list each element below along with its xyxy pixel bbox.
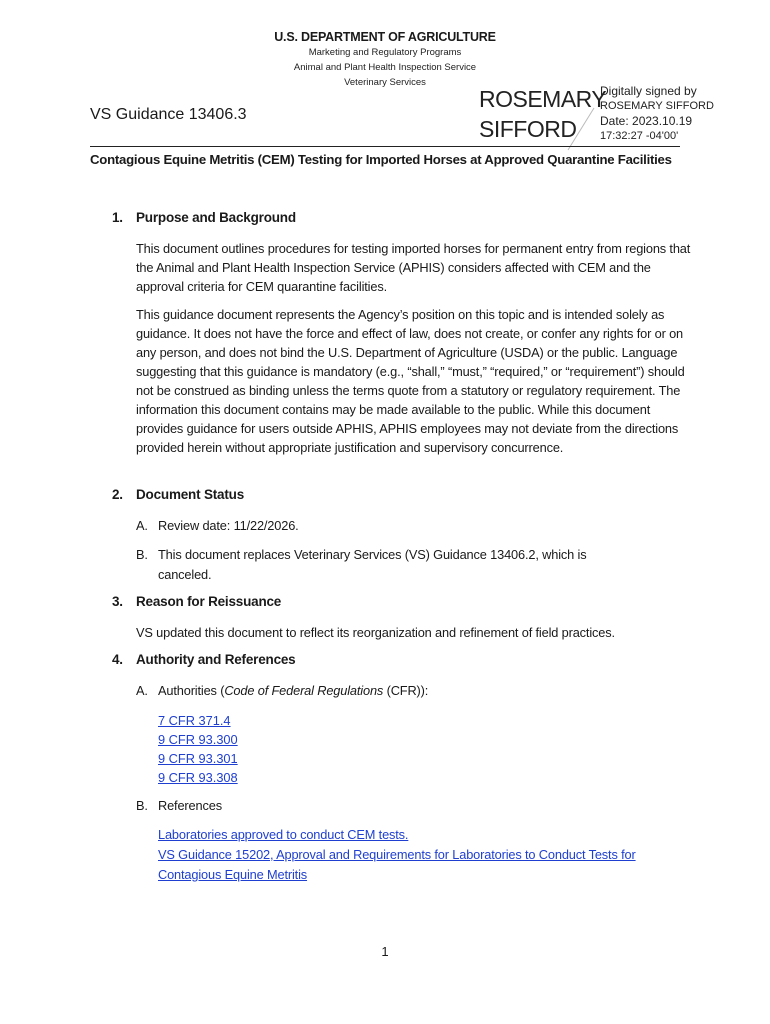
item-label: A. bbox=[136, 683, 148, 698]
section-title: Purpose and Background bbox=[136, 210, 296, 225]
section-3-heading bbox=[112, 594, 281, 609]
signed-by-label: Digitally signed by bbox=[600, 84, 697, 98]
reissuance-paragraph: VS updated this document to reflect its reorganization and refinement of field practices. bbox=[136, 625, 615, 640]
status-item-b bbox=[136, 545, 616, 585]
signature-time: 17:32:27 -04'00' bbox=[600, 130, 679, 142]
signature-details bbox=[600, 84, 714, 144]
section-4-heading bbox=[112, 652, 296, 667]
header-subline-2: Animal and Plant Health Inspection Service bbox=[293, 62, 477, 73]
section-number: 3. bbox=[112, 594, 123, 609]
section-number: 4. bbox=[112, 652, 123, 667]
signature-date: Date: 2023.10.19 bbox=[600, 114, 693, 128]
guidance-id: VS Guidance 13406.3 bbox=[90, 106, 247, 123]
cfr-link-93-308[interactable]: 9 CFR 93.308 bbox=[158, 770, 238, 785]
item-text: This document replaces Veterinary Services (VS) Guidance 13406.2, which is canceled. bbox=[158, 547, 587, 582]
header-subline-3: Veterinary Services bbox=[344, 77, 426, 88]
signature-name-line-2: SIFFORD bbox=[479, 116, 577, 142]
item-text: Review date: 11/22/2026. bbox=[158, 518, 299, 533]
authorities-item bbox=[136, 681, 691, 701]
item-text: References bbox=[158, 798, 222, 813]
signer-name: ROSEMARY SIFFORD bbox=[600, 100, 714, 112]
cfr-link-list bbox=[158, 711, 238, 787]
reference-link-list bbox=[158, 825, 698, 885]
header-subline-1: Marketing and Regulatory Programs bbox=[308, 47, 462, 58]
cfr-link-93-300[interactable]: 9 CFR 93.300 bbox=[158, 732, 238, 747]
document-title: Contagious Equine Metritis (CEM) Testing for Imported Horses at Approved Quarantine Facilities bbox=[90, 152, 672, 167]
references-item bbox=[136, 796, 691, 816]
section-title: Authority and References bbox=[136, 652, 296, 667]
disclaimer-paragraph: This guidance document represents the Agency’s position on this topic and is intended solely as guidance. It does not have the force and effect of law, does not create, or confer any rights for or on any person, and does not bind the U.S. Department of Agriculture (USDA) or the public. Language suggesting that this guidance is mandatory (e.g., “shall,” “must,” “required,” or “requirement”) should not be construed as binding unless the terms quote from a statutory or regulatory requirement. The information this document contains may be made available to the public. While this document provides guidance for users outside APHIS, APHIS employees may not deviate from the directions provided herein without appropriate justification and supervisory concurrence. bbox=[136, 307, 685, 455]
section-title: Reason for Reissuance bbox=[136, 594, 282, 609]
status-item-a bbox=[136, 516, 691, 536]
section-1-heading bbox=[112, 210, 296, 225]
vs-guidance-15202-link[interactable]: VS Guidance 15202, Approval and Requirements for Laboratories to Conduct Tests for Contagious Equine Metritis bbox=[158, 847, 636, 882]
section-number: 2. bbox=[112, 487, 123, 502]
department-heading: U.S. DEPARTMENT OF AGRICULTURE bbox=[274, 30, 496, 44]
cfr-link-93-301[interactable]: 9 CFR 93.301 bbox=[158, 751, 238, 766]
page-number: 1 bbox=[381, 944, 389, 959]
approved-labs-link[interactable]: Laboratories approved to conduct CEM tests. bbox=[158, 827, 409, 842]
item-label: A. bbox=[136, 518, 148, 533]
section-2-heading bbox=[112, 487, 244, 502]
purpose-paragraph: This document outlines procedures for testing imported horses for permanent entry from regions that the Animal and Plant Health Inspection Service (APHIS) considers affected with CEM and the approval criteria for CEM quarantine facilities. bbox=[136, 241, 691, 294]
item-label: B. bbox=[136, 798, 148, 813]
item-label: B. bbox=[136, 547, 148, 562]
section-number: 1. bbox=[112, 210, 123, 225]
section-title: Document Status bbox=[136, 487, 245, 502]
item-text: Authorities (Code of Federal Regulations (CFR)): bbox=[158, 683, 429, 698]
header-rule bbox=[90, 146, 680, 147]
cfr-link-371-4[interactable]: 7 CFR 371.4 bbox=[158, 713, 231, 728]
signature-name-line-1: ROSEMARY bbox=[479, 86, 607, 112]
